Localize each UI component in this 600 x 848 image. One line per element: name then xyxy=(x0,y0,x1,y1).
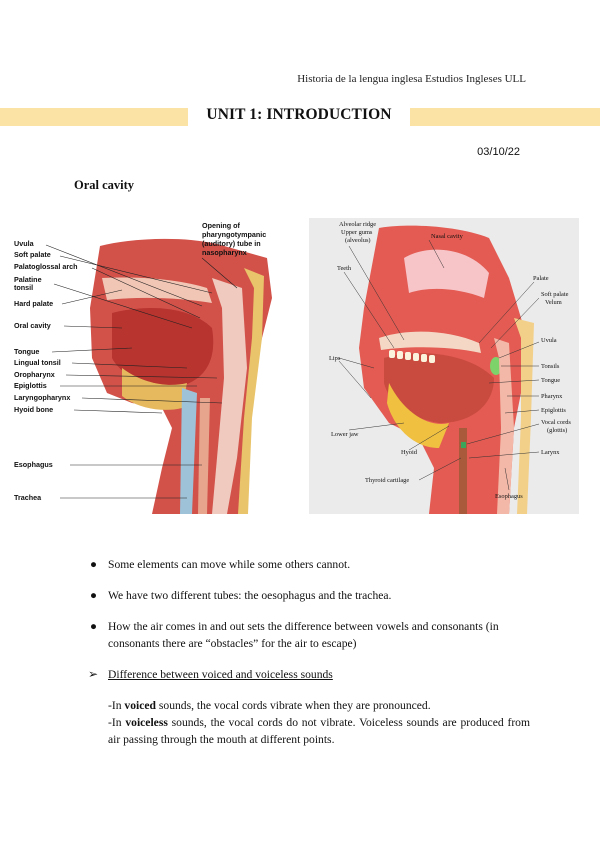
label-lingual-tonsil: Lingual tonsil xyxy=(14,358,61,367)
label-soft-palate-2: Soft palate xyxy=(541,291,569,298)
label-trachea: Trachea xyxy=(14,493,42,502)
page-title: UNIT 1: INTRODUCTION xyxy=(206,106,392,123)
label-thyroid-cartilage: Thyroid cartilage xyxy=(365,477,410,484)
label-alveolar-ridge: Alveolar ridge xyxy=(339,221,377,228)
label-lower-jaw: Lower jaw xyxy=(331,431,359,438)
bullet-text: We have two different tubes: the oesophagus and the trachea. xyxy=(108,589,392,602)
oral-cavity-diagram-left xyxy=(12,218,280,514)
label-tonsil: tonsil xyxy=(14,283,34,292)
vocal-cords-shape xyxy=(461,442,466,448)
label-opening-3: (auditory) tube in xyxy=(202,239,261,248)
label-hard-palate: Hard palate xyxy=(14,299,54,308)
page-header: Historia de la lengua inglesa Estudios Ingleses ULL xyxy=(297,73,526,85)
label-epiglottis: Epiglottis xyxy=(14,381,47,390)
label-nasal-cavity: Nasal cavity xyxy=(431,233,463,240)
subsection-title: Difference between voiced and voiceless sounds xyxy=(108,668,333,681)
label-oral-cavity: Oral cavity xyxy=(14,321,51,330)
label-tongue: Tongue xyxy=(14,347,40,356)
bullet-text: Some elements can move while some others cannot. xyxy=(108,558,351,571)
section-title: Oral cavity xyxy=(74,178,135,192)
title-band-right xyxy=(410,108,600,126)
label-esophagus: Esophagus xyxy=(14,460,53,469)
label-palatine: Palatine xyxy=(14,275,42,284)
label-alveolus: (alveolus) xyxy=(345,237,371,244)
voiceless-rest: sounds, the vocal cords do not vibrate. Voiceless sounds are produced from air passing through the mouth at different points. xyxy=(108,716,530,746)
label-oropharynx: Oropharynx xyxy=(14,370,55,379)
title-band xyxy=(0,106,600,128)
diagram-left-svg xyxy=(12,218,280,514)
bullet-dot-icon: ● xyxy=(90,558,98,571)
label-vocal-cords: Vocal cords xyxy=(541,419,571,426)
voiced-line xyxy=(108,697,530,714)
label-opening-4: nasopharynx xyxy=(202,248,247,257)
label-epiglottis-2: Epiglottis xyxy=(541,407,566,414)
voiceless-prefix: -In xyxy=(108,716,126,729)
larynx-shape xyxy=(459,428,467,514)
bullet-item xyxy=(90,556,530,573)
bullet-text: How the air comes in and out sets the difference between vowels and consonants (in consonants there are “obstacles” for the air to escape) xyxy=(108,620,499,650)
bullet-item xyxy=(90,618,530,652)
label-larynx: Larynx xyxy=(541,449,560,456)
label-uvula-2: Uvula xyxy=(541,337,557,344)
title-band-left xyxy=(0,108,188,126)
bullet-item xyxy=(90,587,530,604)
label-palate: Palate xyxy=(533,275,549,282)
label-laryngopharynx: Laryngopharynx xyxy=(14,393,71,402)
label-opening-2: pharyngotympanic xyxy=(202,230,267,239)
label-hyoid: Hyoid xyxy=(401,449,417,456)
bullet-dot-icon: ● xyxy=(90,620,98,633)
label-palatoglossal-arch: Palatoglossal arch xyxy=(14,262,78,271)
label-velum: Velum xyxy=(545,299,562,306)
label-opening-1: Opening of xyxy=(202,221,240,230)
voiceless-term: voiceless xyxy=(125,716,168,729)
voiced-rest: sounds, the vocal cords vibrate when they are pronounced. xyxy=(155,699,431,712)
oral-cavity-diagram-right xyxy=(309,218,579,514)
label-uvula: Uvula xyxy=(14,239,34,248)
label-teeth: Teeth xyxy=(337,265,352,272)
label-tonsils: Tonsils xyxy=(541,363,560,370)
label-hyoid-bone: Hyoid bone xyxy=(14,405,54,414)
label-pharynx: Pharynx xyxy=(541,393,563,400)
notes-body xyxy=(90,556,530,748)
voicing-paragraph xyxy=(90,697,530,748)
label-tongue-2: Tongue xyxy=(541,377,561,384)
arrow-bullet-icon: ➢ xyxy=(88,667,99,681)
subsection-heading xyxy=(90,666,530,683)
label-upper-gums: Upper gums xyxy=(341,229,373,236)
bullet-dot-icon: ● xyxy=(90,589,98,602)
label-lips: Lips xyxy=(329,355,341,362)
diagram-right-svg xyxy=(309,218,579,514)
label-glottis: (glottis) xyxy=(547,427,568,434)
voiceless-line xyxy=(108,714,530,748)
voiced-term: voiced xyxy=(124,699,156,712)
label-soft-palate: Soft palate xyxy=(14,250,51,259)
date: 03/10/22 xyxy=(477,146,520,158)
voiced-prefix: -In xyxy=(108,699,125,712)
label-esophagus-2: Esophagus xyxy=(495,493,523,500)
